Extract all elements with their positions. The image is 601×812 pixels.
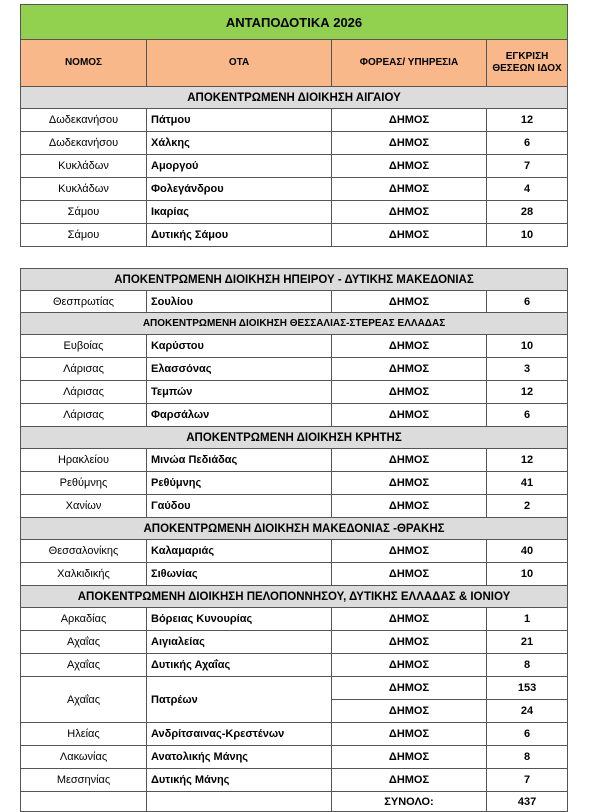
total-value: 437 (487, 792, 568, 812)
table-row (21, 291, 568, 313)
cell-value: 24 (487, 700, 568, 723)
cell-foreas: ΔΗΜΟΣ (332, 201, 487, 224)
cell-ota: Ανδρίτσαινας-Κρεστένων (147, 723, 332, 746)
cell-value: 28 (487, 201, 568, 224)
cell-foreas: ΔΗΜΟΣ (332, 132, 487, 155)
cell-foreas: ΔΗΜΟΣ (332, 769, 487, 792)
cell-nomos: Δωδεκανήσου (21, 109, 147, 132)
table-row (21, 495, 568, 518)
table-row (21, 109, 568, 132)
cell-foreas: ΔΗΜΟΣ (332, 700, 487, 723)
cell-empty (147, 792, 332, 812)
table-row (21, 472, 568, 495)
cell-ota: Καρύστου (147, 335, 332, 358)
table-row (21, 335, 568, 358)
cell-foreas: ΔΗΜΟΣ (332, 608, 487, 631)
cell-foreas: ΔΗΜΟΣ (332, 654, 487, 677)
table-row (21, 631, 568, 654)
table-title: ΑΝΤΑΠΟΔΟΤΙΚΑ 2026 (21, 5, 568, 40)
cell-ota: Τεμπών (147, 381, 332, 404)
title-row (21, 5, 568, 40)
cell-nomos: Ηλείας (21, 723, 147, 746)
section-aigaiou: ΑΠΟΚΕΝΤΡΩΜΕΝΗ ΔΙΟΙΚΗΣΗ ΑΙΓΑΙΟΥ (21, 87, 568, 109)
cell-ota: Σουλίου (147, 291, 332, 313)
cell-foreas: ΔΗΜΟΣ (332, 224, 487, 247)
cell-value: 6 (487, 404, 568, 427)
cell-foreas: ΔΗΜΟΣ (332, 109, 487, 132)
cell-ota: Δυτικής Μάνης (147, 769, 332, 792)
cell-value: 10 (487, 335, 568, 358)
cell-ota: Σιθωνίας (147, 563, 332, 586)
table-row (21, 563, 568, 586)
table-row (21, 404, 568, 427)
cell-ota: Ελασσόνας (147, 358, 332, 381)
cell-ota: Μινώα Πεδιάδας (147, 449, 332, 472)
cell-value: 10 (487, 563, 568, 586)
cell-value: 6 (487, 132, 568, 155)
cell-nomos: Σάμου (21, 201, 147, 224)
table-row (21, 677, 568, 700)
cell-nomos: Λακωνίας (21, 746, 147, 769)
cell-value: 2 (487, 495, 568, 518)
cell-value: 7 (487, 769, 568, 792)
cell-value: 4 (487, 178, 568, 201)
cell-nomos: Λάρισας (21, 358, 147, 381)
cell-foreas: ΔΗΜΟΣ (332, 723, 487, 746)
cell-value: 12 (487, 109, 568, 132)
table-part-1 (20, 4, 568, 247)
table-row (21, 132, 568, 155)
cell-foreas: ΔΗΜΟΣ (332, 155, 487, 178)
cell-foreas: ΔΗΜΟΣ (332, 404, 487, 427)
cell-foreas: ΔΗΜΟΣ (332, 291, 487, 313)
cell-nomos: Λάρισας (21, 381, 147, 404)
cell-nomos: Κυκλάδων (21, 155, 147, 178)
cell-value: 10 (487, 224, 568, 247)
table-row (21, 654, 568, 677)
cell-ota: Ρεθύμνης (147, 472, 332, 495)
cell-foreas: ΔΗΜΟΣ (332, 677, 487, 700)
cell-value: 12 (487, 449, 568, 472)
table-row (21, 746, 568, 769)
table-row (21, 178, 568, 201)
table-row (21, 155, 568, 178)
table-row (21, 358, 568, 381)
cell-ota: Πατρέων (147, 677, 332, 723)
cell-value: 12 (487, 381, 568, 404)
section-row (21, 87, 568, 109)
cell-ota: Αιγιαλείας (147, 631, 332, 654)
cell-nomos: Μεσσηνίας (21, 769, 147, 792)
table-row (21, 201, 568, 224)
cell-foreas: ΔΗΜΟΣ (332, 563, 487, 586)
cell-value: 7 (487, 155, 568, 178)
cell-foreas: ΔΗΜΟΣ (332, 335, 487, 358)
cell-value: 8 (487, 746, 568, 769)
cell-ota: Ανατολικής Μάνης (147, 746, 332, 769)
header-row (21, 40, 568, 87)
cell-value: 8 (487, 654, 568, 677)
cell-value: 3 (487, 358, 568, 381)
cell-value: 40 (487, 540, 568, 563)
cell-foreas: ΔΗΜΟΣ (332, 449, 487, 472)
cell-nomos: Θεσσαλονίκης (21, 540, 147, 563)
table-part-2 (20, 268, 568, 812)
cell-nomos: Ρεθύμνης (21, 472, 147, 495)
cell-ota: Δυτικής Σάμου (147, 224, 332, 247)
cell-ota: Αμοργού (147, 155, 332, 178)
cell-value: 6 (487, 291, 568, 313)
section-row (21, 518, 568, 540)
cell-value: 41 (487, 472, 568, 495)
cell-nomos: Χαλκιδικής (21, 563, 147, 586)
section-peloponnisou: ΑΠΟΚΕΝΤΡΩΜΕΝΗ ΔΙΟΙΚΗΣΗ ΠΕΛΟΠΟΝΝΗΣΟΥ, ΔΥΤΙΚΗΣ ΕΛΛΑΔΑΣ & ΙΟΝΙΟΥ (21, 586, 568, 608)
cell-ota: Βόρειας Κυνουρίας (147, 608, 332, 631)
total-row (21, 792, 568, 812)
total-label: ΣΥΝΟΛΟ: (332, 792, 487, 812)
cell-foreas: ΔΗΜΟΣ (332, 178, 487, 201)
cell-nomos: Λάρισας (21, 404, 147, 427)
section-row (21, 586, 568, 608)
cell-nomos: Θεσπρωτίας (21, 291, 147, 313)
section-kritis: ΑΠΟΚΕΝΤΡΩΜΕΝΗ ΔΙΟΙΚΗΣΗ ΚΡΗΤΗΣ (21, 427, 568, 449)
cell-ota: Πάτμου (147, 109, 332, 132)
cell-nomos: Αχαΐας (21, 631, 147, 654)
cell-ota: Φαρσάλων (147, 404, 332, 427)
cell-value: 21 (487, 631, 568, 654)
header-ota: ΟΤΑ (147, 40, 332, 87)
table-row (21, 449, 568, 472)
cell-foreas: ΔΗΜΟΣ (332, 746, 487, 769)
section-thessalias: ΑΠΟΚΕΝΤΡΩΜΕΝΗ ΔΙΟΙΚΗΣΗ ΘΕΣΣΑΛΙΑΣ-ΣΤΕΡΕΑΣ ΕΛΛΑΔΑΣ (21, 313, 568, 335)
cell-foreas: ΔΗΜΟΣ (332, 495, 487, 518)
table-row (21, 540, 568, 563)
cell-foreas: ΔΗΜΟΣ (332, 472, 487, 495)
section-row (21, 269, 568, 291)
table-row (21, 723, 568, 746)
cell-nomos: Ευβοίας (21, 335, 147, 358)
cell-nomos: Χανίων (21, 495, 147, 518)
cell-ota: Ικαρίας (147, 201, 332, 224)
cell-nomos: Σάμου (21, 224, 147, 247)
cell-nomos: Αχαΐας (21, 677, 147, 723)
cell-foreas: ΔΗΜΟΣ (332, 631, 487, 654)
cell-nomos: Αχαΐας (21, 654, 147, 677)
cell-nomos: Ηρακλείου (21, 449, 147, 472)
cell-value: 6 (487, 723, 568, 746)
cell-nomos: Αρκαδίας (21, 608, 147, 631)
header-egkrisi: ΕΓΚΡΙΣΗ ΘΕΣΕΩΝ ΙΔΟΧ (487, 40, 568, 87)
table-row (21, 769, 568, 792)
cell-nomos: Δωδεκανήσου (21, 132, 147, 155)
header-foreas: ΦΟΡΕΑΣ/ ΥΠΗΡΕΣΙΑ (332, 40, 487, 87)
cell-foreas: ΔΗΜΟΣ (332, 381, 487, 404)
section-row (21, 313, 568, 335)
cell-empty (21, 792, 147, 812)
section-row (21, 427, 568, 449)
section-ipeirou: ΑΠΟΚΕΝΤΡΩΜΕΝΗ ΔΙΟΙΚΗΣΗ ΗΠΕΙΡΟΥ - ΔΥΤΙΚΗΣ ΜΑΚΕΔΟΝΙΑΣ (21, 269, 568, 291)
cell-foreas: ΔΗΜΟΣ (332, 540, 487, 563)
cell-ota: Χάλκης (147, 132, 332, 155)
cell-ota: Καλαμαριάς (147, 540, 332, 563)
cell-nomos: Κυκλάδων (21, 178, 147, 201)
cell-value: 153 (487, 677, 568, 700)
cell-ota: Φολεγάνδρου (147, 178, 332, 201)
cell-ota: Δυτικής Αχαΐας (147, 654, 332, 677)
section-makedonias: ΑΠΟΚΕΝΤΡΩΜΕΝΗ ΔΙΟΙΚΗΣΗ ΜΑΚΕΔΟΝΙΑΣ -ΘΡΑΚΗΣ (21, 518, 568, 540)
header-nomos: ΝΟΜΟΣ (21, 40, 147, 87)
cell-foreas: ΔΗΜΟΣ (332, 358, 487, 381)
table-row (21, 381, 568, 404)
cell-value: 1 (487, 608, 568, 631)
table-row (21, 224, 568, 247)
table-row (21, 608, 568, 631)
cell-ota: Γαύδου (147, 495, 332, 518)
